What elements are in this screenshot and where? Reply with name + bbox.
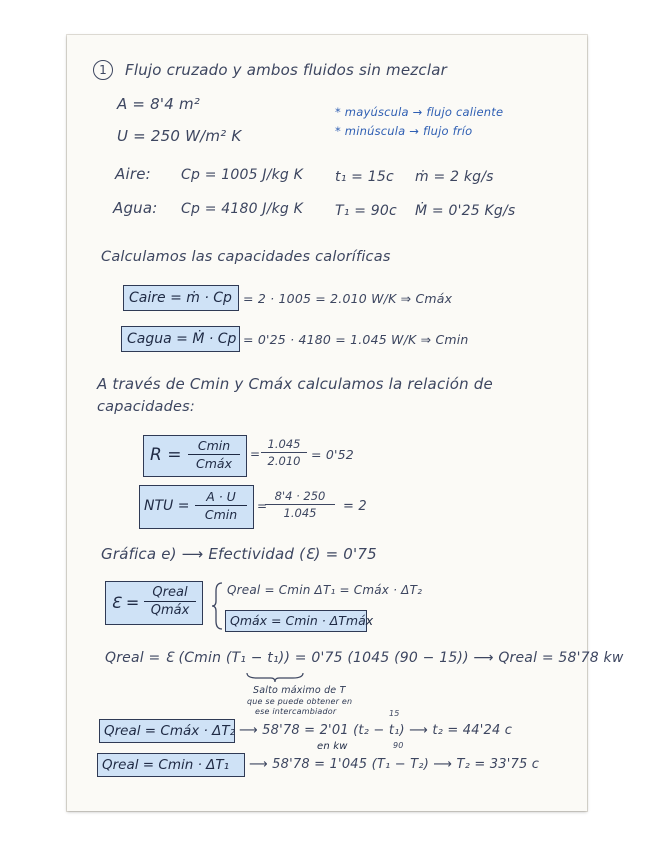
brace [211,581,225,631]
superscript-15: 15 [389,709,400,718]
ntu-equals: = [257,499,268,513]
r-fraction [188,438,240,471]
ntu-result: = 2 [343,499,367,514]
ntu-numerator: A · U [206,489,236,504]
c-air-formula-box: Caire = ṁ · Cp [123,285,239,311]
note-can-obtain: que se puede obtener en [247,697,353,706]
c-water-calc: = 0'25 · 4180 = 1.045 W/K ⇒ Cmin [243,332,469,347]
effectiveness-denominator: Qmáx [150,603,190,618]
ratio-heading-line1: A través de Cmin y Cmáx calculamos la relación de [97,375,493,393]
qreal-calculation: Qreal = Ɛ (Cmin (T₁ − t₁)) = 0'75 (1045 (90 − 15)) ⟶ Qreal = 58'78 kw [105,650,624,666]
c-air-calc: = 2 · 1005 = 2.010 W/K ⇒ Cmáx [243,291,453,306]
r-equals: = [250,447,261,461]
r-result: = 0'52 [311,447,354,462]
air-label: Aire: [115,165,151,183]
note-exchanger: ese intercambiador [255,707,337,716]
r-denominator-value: 2.010 [267,454,301,468]
qmax-formula-box: Qmáx = Cmin · ΔTmáx [225,610,367,632]
air-temp: t₁ = 15c [335,169,394,185]
qreal-definition: Qreal = Cmin ΔT₁ = Cmáx · ΔT₂ [227,583,423,597]
water-temp: T₁ = 90c [335,203,397,219]
water-label: Agua: [113,199,158,217]
note-in-kw: en kw [317,741,348,752]
ntu-fraction-values [265,489,335,520]
effectiveness-fraction [144,585,196,618]
ntu-denominator-value: 1.045 [283,506,317,520]
legend-lowercase: * minúscula → flujo frío [335,124,473,138]
ntu-denominator: Cmin [204,507,238,522]
T2-calculation: ⟶ 58'78 = 1'045 (T₁ − T₂) ⟶ T₂ = 33'75 c [249,757,540,772]
ratio-heading-line2: capacidades: [97,399,196,415]
r-fraction-values [261,437,307,468]
legend-uppercase: * mayúscula → flujo caliente [335,105,504,119]
qreal-cmax-box: Qreal = Cmáx · ΔT₂ [99,719,235,743]
underbrace [245,671,305,683]
ntu-formula-box [139,485,254,529]
effectiveness-lhs: Ɛ = [111,593,140,612]
qreal-cmin-box: Qreal = Cmin · ΔT₁ [97,753,245,777]
notebook-page [67,35,624,811]
problem-number: 1 [93,60,113,80]
capacities-heading: Calculamos las capacidades caloríficas [101,249,391,265]
water-flow: Ṁ = 0'25 Kg/s [415,203,516,219]
ntu-fraction [195,489,247,522]
r-lhs: R = [150,445,182,465]
ntu-lhs: NTU = [144,498,190,514]
effectiveness-numerator: Qreal [152,585,188,600]
problem-title: Flujo cruzado y ambos fluidos sin mezclar [125,61,447,79]
area-value: A = 8'4 m² [117,95,200,113]
r-formula-box [143,435,247,477]
c-water-formula-box: Cagua = Ṁ · Cp [121,326,240,352]
r-denominator: Cmáx [196,456,232,471]
effectiveness-formula-box [105,581,203,625]
superscript-90: 90 [393,741,404,750]
air-cp: Cp = 1005 J/kg K [181,167,304,183]
r-numerator: Cmin [197,438,231,453]
note-max-jump: Salto máximo de T [253,685,346,696]
graph-effectiveness: Gráfica e) ⟶ Efectividad (Ɛ) = 0'75 [101,545,377,563]
ntu-numerator-value: 8'4 · 250 [274,489,326,503]
u-value: U = 250 W/m² K [117,127,242,145]
t2-calculation: ⟶ 58'78 = 2'01 (t₂ − t₁) ⟶ t₂ = 44'24 c [239,723,513,738]
air-flow: ṁ = 2 kg/s [415,169,494,185]
water-cp: Cp = 4180 J/kg K [181,201,304,217]
r-numerator-value: 1.045 [267,437,301,451]
